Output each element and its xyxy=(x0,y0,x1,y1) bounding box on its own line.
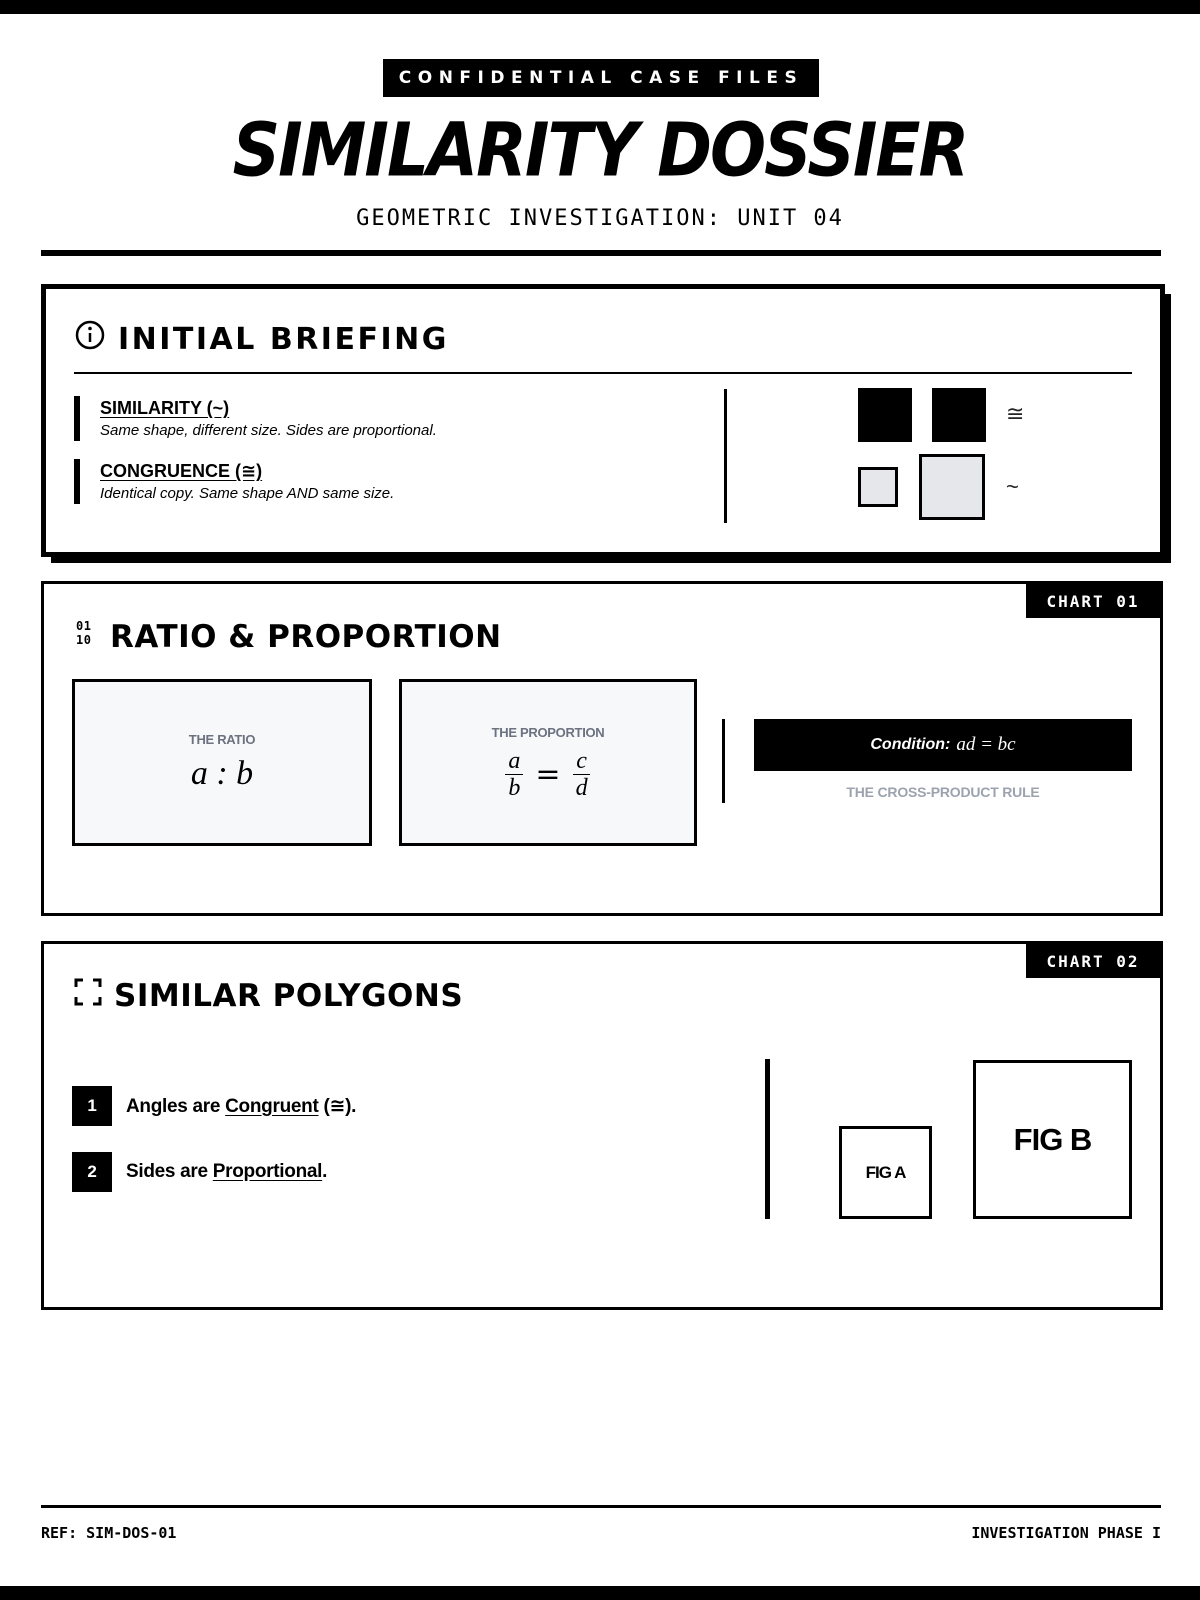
chart-02-tab: CHART 02 xyxy=(1026,944,1160,978)
property-number-badge: 1 xyxy=(72,1086,112,1126)
property-text xyxy=(126,1095,356,1118)
property-suffix: (≅). xyxy=(318,1095,357,1117)
cross-product-caption: THE CROSS-PRODUCT RULE xyxy=(846,784,1040,800)
focus-frame-icon xyxy=(74,978,102,1014)
similarity-definition xyxy=(74,396,720,441)
condition-label: Condition: xyxy=(870,736,951,753)
similarity-term: SIMILARITY (~) xyxy=(100,398,230,418)
ratio-expression: a : b xyxy=(190,755,254,792)
fraction-c-over-d xyxy=(573,748,591,801)
footer-phase: INVESTIGATION PHASE I xyxy=(971,1524,1161,1542)
similarity-description: Same shape, different size. Sides are proportional. xyxy=(100,422,437,439)
footer-reference: REF: SIM-DOS-01 xyxy=(41,1524,177,1542)
title-divider xyxy=(41,250,1161,256)
congruence-description: Identical copy. Same shape AND same size. xyxy=(100,485,395,502)
congruent-square-b xyxy=(932,388,986,442)
property-item-angles xyxy=(72,1086,356,1126)
numerator-c: c xyxy=(573,748,590,775)
ratio-proportion-card xyxy=(41,581,1163,916)
confidential-stamp: CONFIDENTIAL CASE FILES xyxy=(383,59,819,97)
polygons-heading-row xyxy=(74,978,463,1014)
property-text xyxy=(126,1161,327,1183)
ratio-box xyxy=(72,679,372,846)
similar-polygons-card xyxy=(41,941,1163,1310)
property-keyword: Congruent xyxy=(225,1095,319,1117)
svg-text:10: 10 xyxy=(76,633,92,647)
briefing-card xyxy=(41,284,1165,557)
numerator-a: a xyxy=(505,748,523,775)
page-title: SIMILARITY DOSSIER xyxy=(232,107,968,194)
ratio-caption: THE RATIO xyxy=(188,732,256,747)
binary-icon xyxy=(74,618,98,656)
similar-square-large xyxy=(919,454,985,520)
denominator-b: b xyxy=(508,774,521,801)
polygons-vertical-divider xyxy=(765,1059,770,1219)
ratio-heading-row xyxy=(74,618,502,656)
property-number-badge: 2 xyxy=(72,1152,112,1192)
property-suffix: . xyxy=(322,1161,328,1182)
similarity-symbol: ~ xyxy=(1006,474,1019,499)
property-keyword: Proportional xyxy=(212,1161,323,1182)
condition-banner xyxy=(754,719,1132,771)
ratio-vertical-divider xyxy=(722,719,725,803)
proportion-box xyxy=(399,679,697,846)
figure-b: FIG B xyxy=(973,1060,1132,1219)
svg-text:01: 01 xyxy=(76,619,92,633)
bottom-border-bar xyxy=(0,1586,1200,1600)
proportion-expression xyxy=(499,748,596,801)
congruence-definition xyxy=(74,459,720,504)
fraction-a-over-b xyxy=(505,748,523,801)
briefing-heading-row xyxy=(74,319,449,359)
equals-sign: = xyxy=(535,756,561,792)
briefing-vertical-divider xyxy=(724,389,727,523)
briefing-divider xyxy=(74,372,1132,374)
property-item-sides xyxy=(72,1152,327,1192)
page-subtitle: GEOMETRIC INVESTIGATION: UNIT 04 xyxy=(356,206,844,231)
briefing-heading: INITIAL BRIEFING xyxy=(118,321,449,357)
property-prefix: Sides are xyxy=(126,1161,213,1182)
property-prefix: Angles are xyxy=(126,1095,226,1117)
info-circle-icon xyxy=(74,319,106,359)
congruence-symbol: ≅ xyxy=(1006,401,1025,426)
proportion-caption: THE PROPORTION xyxy=(491,724,605,740)
top-border-bar xyxy=(0,0,1200,14)
ratio-heading: RATIO & PROPORTION xyxy=(110,619,502,655)
polygons-heading: SIMILAR POLYGONS xyxy=(114,978,464,1014)
congruent-square-a xyxy=(858,388,912,442)
figure-a: FIG A xyxy=(839,1126,932,1219)
condition-expression: ad = bc xyxy=(956,734,1016,755)
footer-divider xyxy=(41,1505,1161,1508)
similar-square-small xyxy=(858,467,898,507)
congruence-term: CONGRUENCE (≅) xyxy=(100,461,263,481)
chart-01-tab: CHART 01 xyxy=(1026,584,1160,618)
denominator-d: d xyxy=(575,774,588,801)
